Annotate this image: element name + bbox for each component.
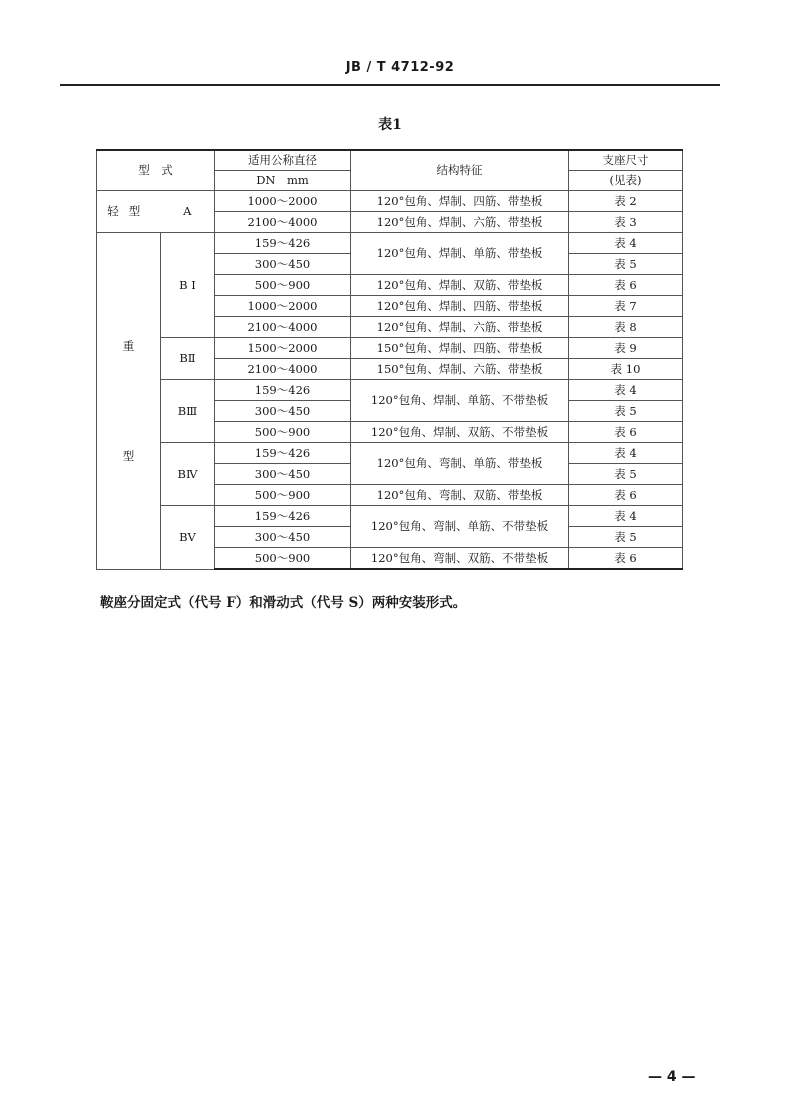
dn-range: 500～900 xyxy=(215,275,351,296)
dn-range: 1000～2000 xyxy=(215,191,351,212)
dn-range: 500～900 xyxy=(215,548,351,570)
light-type-code: A xyxy=(161,191,215,233)
table-row xyxy=(97,191,683,212)
group-name: BV xyxy=(161,506,215,570)
header-dn-line1: 适用公称直径 xyxy=(215,150,351,171)
size-ref: 表 5 xyxy=(569,401,683,422)
dn-range: 2100～4000 xyxy=(215,359,351,380)
size-ref: 表 5 xyxy=(569,464,683,485)
feature-text: 120°包角、焊制、单筋、带垫板 xyxy=(351,233,569,275)
dn-range: 500～900 xyxy=(215,422,351,443)
feature-text: 150°包角、焊制、四筋、带垫板 xyxy=(351,338,569,359)
header-rule xyxy=(60,84,720,86)
dn-range: 500～900 xyxy=(215,485,351,506)
table-row xyxy=(97,338,683,359)
page-number: — 4 — xyxy=(648,1069,696,1085)
size-ref: 表 6 xyxy=(569,275,683,296)
standard-code: JB / T 4712-92 xyxy=(345,60,455,75)
dn-range: 159～426 xyxy=(215,443,351,464)
feature-text: 120°包角、焊制、双筋、不带垫板 xyxy=(351,422,569,443)
feature-text: 120°包角、焊制、单筋、不带垫板 xyxy=(351,380,569,422)
table-row xyxy=(97,233,683,254)
dn-range: 300～450 xyxy=(215,254,351,275)
group-name: BⅣ xyxy=(161,443,215,506)
feature-text: 120°包角、焊制、六筋、带垫板 xyxy=(351,317,569,338)
table-header-row xyxy=(97,150,683,171)
dn-range: 159～426 xyxy=(215,233,351,254)
table-row xyxy=(97,443,683,464)
size-ref: 表 5 xyxy=(569,254,683,275)
header-feature: 结构特征 xyxy=(351,150,569,191)
feature-text: 120°包角、弯制、双筋、带垫板 xyxy=(351,485,569,506)
saddle-type-table xyxy=(96,149,683,570)
header-type: 型 式 xyxy=(97,150,215,191)
table-row xyxy=(97,506,683,527)
group-name: B I xyxy=(161,233,215,338)
heavy-type-label xyxy=(97,233,161,570)
size-ref: 表 4 xyxy=(569,443,683,464)
size-ref: 表 4 xyxy=(569,380,683,401)
dn-range: 1000～2000 xyxy=(215,296,351,317)
table-caption: 表1 xyxy=(378,117,402,133)
dn-range: 159～426 xyxy=(215,380,351,401)
group-name: BⅡ xyxy=(161,338,215,380)
feature-text: 150°包角、焊制、六筋、带垫板 xyxy=(351,359,569,380)
size-ref: 表 2 xyxy=(569,191,683,212)
size-ref: 表 10 xyxy=(569,359,683,380)
size-ref: 表 7 xyxy=(569,296,683,317)
header-dn-line2: DN mm xyxy=(215,171,351,191)
dn-range: 159～426 xyxy=(215,506,351,527)
header-size-line1: 支座尺寸 xyxy=(569,150,683,171)
heavy-label-char-2: 型 xyxy=(122,448,135,463)
header-size-line2: (见表) xyxy=(569,171,683,191)
size-ref: 表 6 xyxy=(569,422,683,443)
size-ref: 表 3 xyxy=(569,212,683,233)
feature-text: 120°包角、弯制、双筋、不带垫板 xyxy=(351,548,569,570)
heavy-label-char-1: 重 xyxy=(122,338,135,353)
dn-range: 300～450 xyxy=(215,401,351,422)
feature-text: 120°包角、焊制、四筋、带垫板 xyxy=(351,296,569,317)
table-row xyxy=(97,380,683,401)
size-ref: 表 4 xyxy=(569,233,683,254)
dn-range: 1500～2000 xyxy=(215,338,351,359)
feature-text: 120°包角、焊制、双筋、带垫板 xyxy=(351,275,569,296)
feature-text: 120°包角、弯制、单筋、不带垫板 xyxy=(351,506,569,548)
group-name: BⅢ xyxy=(161,380,215,443)
size-ref: 表 6 xyxy=(569,548,683,570)
size-ref: 表 4 xyxy=(569,506,683,527)
dn-range: 2100～4000 xyxy=(215,212,351,233)
size-ref: 表 6 xyxy=(569,485,683,506)
light-type-label: 轻型 xyxy=(97,191,161,233)
size-ref: 表 5 xyxy=(569,527,683,548)
dn-range: 300～450 xyxy=(215,464,351,485)
feature-text: 120°包角、弯制、单筋、带垫板 xyxy=(351,443,569,485)
feature-text: 120°包角、焊制、六筋、带垫板 xyxy=(351,212,569,233)
installation-note: 鞍座分固定式（代号 F）和滑动式（代号 S）两种安装形式。 xyxy=(100,595,467,611)
feature-text: 120°包角、焊制、四筋、带垫板 xyxy=(351,191,569,212)
size-ref: 表 8 xyxy=(569,317,683,338)
size-ref: 表 9 xyxy=(569,338,683,359)
dn-range: 2100～4000 xyxy=(215,317,351,338)
dn-range: 300～450 xyxy=(215,527,351,548)
